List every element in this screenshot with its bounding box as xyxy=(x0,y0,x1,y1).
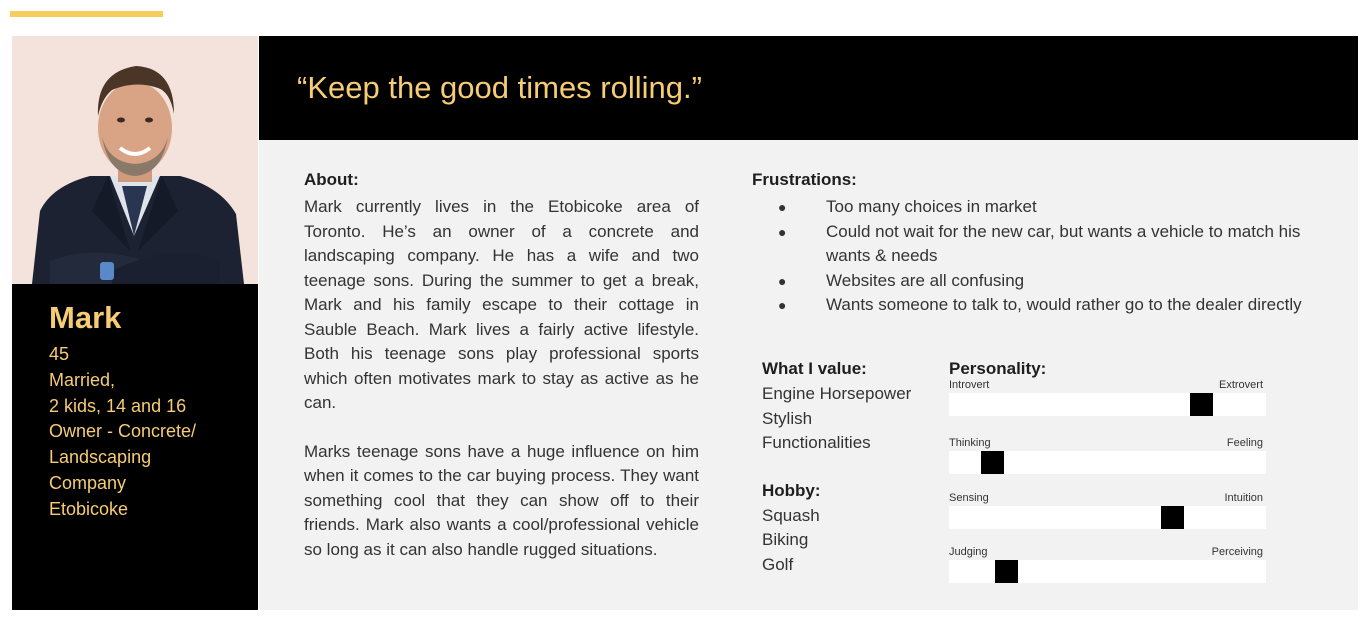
about-paragraph: Marks teenage sons have a huge influence on him when it comes to the car buying process. They want something cool that they can show off to their friends. Mark also wants a cool/professional vehicle so long as it can also handle rugged situations. xyxy=(304,441,699,559)
persona-kids: 2 kids, 14 and 16 xyxy=(49,395,187,416)
values-title: What I value: xyxy=(762,359,867,378)
list-item: Functionalities xyxy=(762,433,871,452)
trait-right-label: Intuition xyxy=(1224,492,1263,504)
persona-occupation-line-1: Owner - Concrete/ xyxy=(49,421,197,442)
trait-track xyxy=(949,506,1266,529)
list-item: Engine Horsepower xyxy=(762,384,912,403)
trait-left-label: Introvert xyxy=(949,379,990,391)
bullet-icon: ● xyxy=(778,272,787,289)
persona-sidebar xyxy=(12,36,258,610)
persona-photo xyxy=(12,36,258,284)
bullet-icon: ● xyxy=(778,199,787,215)
trait-track xyxy=(949,451,1266,474)
persona-age: 45 xyxy=(49,344,70,364)
frustration-text: Wants someone to talk to, would rather go to the dealer directly xyxy=(826,295,1302,314)
trait-left-label: Judging xyxy=(949,546,988,558)
trait-left-label: Sensing xyxy=(949,492,989,504)
frustrations-section xyxy=(752,170,1342,318)
personality-title: Personality: xyxy=(949,359,1047,378)
list-item: Biking xyxy=(762,530,809,549)
frustration-text: Could not wait for the new car, but wants a vehicle to match his wants & needs xyxy=(826,221,1301,265)
frustration-text: Websites are all confusing xyxy=(826,270,1025,290)
frustrations-list xyxy=(752,195,1342,318)
persona-photo-illustration xyxy=(12,36,258,284)
persona-marital-status: Married, xyxy=(49,369,116,390)
trait-marker xyxy=(995,560,1018,583)
list-item: Stylish xyxy=(762,408,813,428)
quote-banner xyxy=(259,36,1358,140)
persona-name: Mark xyxy=(49,300,122,335)
bullet-icon: ● xyxy=(778,223,787,240)
values-section xyxy=(762,359,942,577)
list-item xyxy=(752,293,1342,318)
accent-bar xyxy=(10,11,163,17)
list-item: Golf xyxy=(762,554,794,574)
persona-quote: “Keep the good times rolling.” xyxy=(297,70,702,105)
trait-marker xyxy=(1190,393,1213,416)
trait-scale-introvert-extrovert xyxy=(949,379,1267,416)
trait-right-label: Feeling xyxy=(1226,437,1263,449)
list-item xyxy=(752,195,1342,220)
about-paragraph: Mark currently lives in the Etobicoke area of Toronto. He’s an owner of a concrete and landscaping company. He has a wife and two teenage sons. During the summer to get a break, Mark and his family escape to their cottage in Sauble Beach. Mark lives a fairly active lifestyle. Both his teenage sons play professional sports which often motivates mark to stay as active as he can. xyxy=(304,197,699,412)
trait-scale-thinking-feeling xyxy=(949,437,1267,474)
frustrations-title: Frustrations: xyxy=(752,170,857,189)
persona-occupation-line-3: Company xyxy=(49,472,127,493)
trait-track xyxy=(949,560,1266,583)
persona-content-panel xyxy=(259,140,1358,610)
hobby-list xyxy=(762,504,942,578)
list-item xyxy=(752,269,1342,294)
personality-section xyxy=(949,359,1267,583)
list-item xyxy=(752,220,1342,269)
persona-details xyxy=(49,342,196,523)
about-section xyxy=(304,170,699,562)
frustration-text: Too many choices in market xyxy=(826,197,1037,216)
trait-right-label: Extrovert xyxy=(1218,379,1263,391)
about-title: About: xyxy=(304,170,359,189)
trait-marker xyxy=(981,451,1004,474)
persona-profile-card xyxy=(12,284,258,610)
trait-marker xyxy=(1161,506,1184,529)
trait-track xyxy=(949,393,1266,416)
hobby-title: Hobby: xyxy=(762,480,821,500)
bullet-icon: ● xyxy=(778,297,787,313)
list-item: Squash xyxy=(762,505,820,525)
persona-occupation-line-2: Landscaping xyxy=(49,447,152,468)
trait-scale-judging-perceiving xyxy=(949,546,1267,583)
trait-scale-sensing-intuition xyxy=(949,492,1267,529)
persona-location: Etobicoke xyxy=(49,498,129,519)
trait-left-label: Thinking xyxy=(949,437,991,449)
trait-right-label: Perceiving xyxy=(1211,546,1263,558)
values-list xyxy=(762,382,942,456)
